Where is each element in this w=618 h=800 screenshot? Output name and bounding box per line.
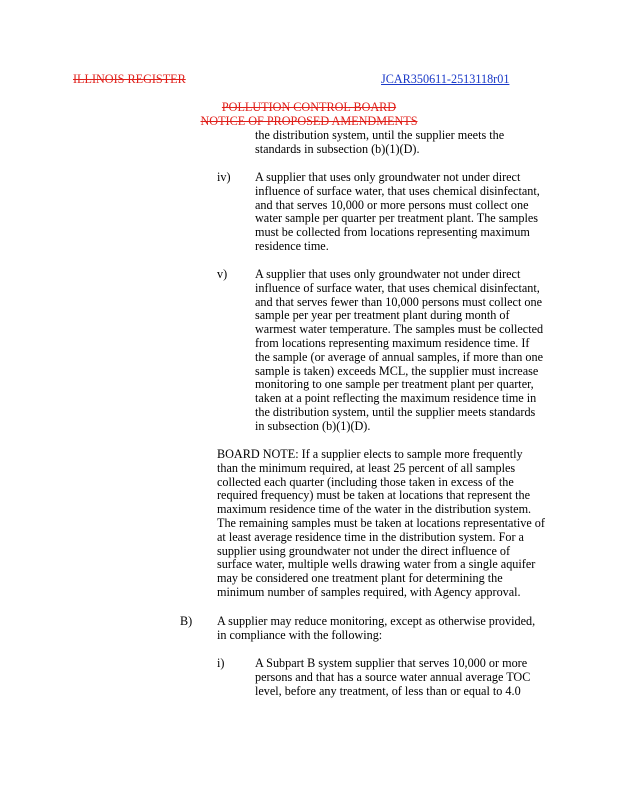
text-line: standards in subsection (b)(1)(D).: [255, 141, 420, 156]
item-v-label: v): [217, 267, 228, 281]
board-note: [217, 448, 545, 600]
text-line: minimum number of samples required, with Agency approval.: [217, 584, 521, 599]
register-title: ILLINOIS REGISTER: [73, 72, 186, 86]
text-line: warmest water temperature. The samples must be collected: [255, 322, 544, 337]
text-line: the sample (or average of annual samples, if more than one: [255, 349, 543, 364]
text-line: in compliance with the following:: [217, 627, 383, 642]
text-line: influence of surface water, that uses chemical disinfectant,: [255, 183, 540, 198]
text-line: required frequency) must be taken at locations that represent the: [217, 488, 531, 503]
text-line: from locations representing maximum residence time. If: [255, 335, 530, 350]
text-line: A Subpart B system supplier that serves 10,000 or more: [255, 656, 528, 670]
text-line: supplier using groundwater not under the direct influence of: [217, 543, 511, 558]
text-line: may be considered one treatment plant for determining the: [217, 571, 503, 586]
item-v-text: [255, 268, 543, 434]
text-line: monitoring to one sample per treatment plant per quarter,: [255, 377, 534, 392]
item-iv-text: [255, 171, 540, 254]
text-line: collected each quarter (including those taken in excess of the: [217, 474, 514, 489]
continuation-text: [255, 129, 504, 157]
text-line: surface water, multiple wells drawing water from a single aquifer: [217, 557, 536, 572]
text-line: persons and that has a source water annual average TOC: [255, 669, 531, 684]
text-line: sample is taken) exceeds MCL, the supplier must increase: [255, 363, 539, 378]
item-i-text: [255, 657, 530, 698]
text-line: than the minimum required, at least 25 percent of all samples: [217, 460, 516, 475]
agency-name: POLLUTION CONTROL BOARD: [221, 100, 397, 114]
item-iv-label: iv): [217, 170, 231, 184]
item-i-label: i): [217, 656, 225, 670]
notice-title: NOTICE OF PROPOSED AMENDMENTS: [200, 114, 418, 128]
text-line: the distribution system, until the supplier meets standards: [255, 404, 536, 419]
text-line: taken at a point reflecting the maximum residence time in: [255, 391, 537, 406]
text-line: in subsection (b)(1)(D).: [255, 418, 371, 433]
text-line: and that serves 10,000 or more persons must collect one: [255, 197, 529, 212]
text-line: the distribution system, until the supplier meets the: [255, 128, 505, 142]
text-line: A supplier that uses only groundwater not under direct: [255, 170, 521, 184]
item-b-text: [217, 615, 535, 643]
text-line: at least average residence time in the distribution system. For a: [217, 529, 524, 544]
text-line: sample per year per treatment plant during month of: [255, 308, 510, 323]
text-line: The remaining samples must be taken at locations representative of: [217, 515, 545, 530]
text-line: must be collected from locations representing maximum: [255, 225, 530, 240]
text-line: maximum residence time of the water in the distribution system.: [217, 502, 532, 517]
document-code: JCAR350611-2513118r01: [381, 72, 510, 86]
item-b-label: B): [180, 614, 193, 628]
text-line: A supplier may reduce monitoring, except as otherwise provided,: [217, 614, 536, 628]
text-line: influence of surface water, that uses chemical disinfectant,: [255, 280, 540, 295]
text-line: A supplier that uses only groundwater not under direct: [255, 267, 521, 281]
text-line: water sample per quarter per treatment plant. The samples: [255, 211, 539, 226]
text-line: and that serves fewer than 10,000 persons must collect one: [255, 294, 543, 309]
text-line: level, before any treatment, of less than or equal to 4.0: [255, 683, 521, 698]
text-line: BOARD NOTE: If a supplier elects to sample more frequently: [217, 447, 523, 461]
text-line: residence time.: [255, 238, 329, 253]
